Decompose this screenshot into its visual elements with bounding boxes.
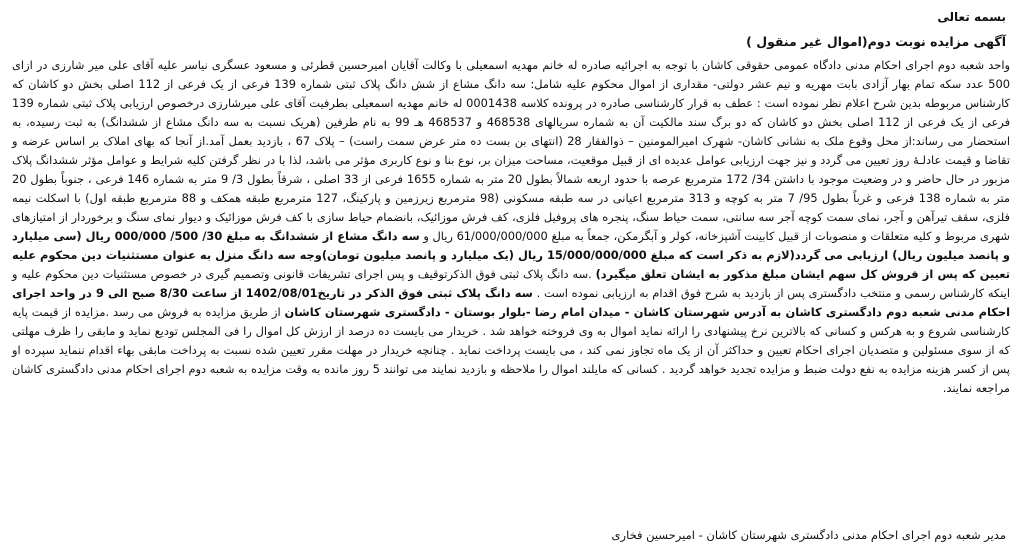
basmala-heading: بسمه تعالی: [937, 10, 1006, 24]
body-bold-auction-date: سه دانگ پلاک ثبتی فوق الذکر در تاریخ1402/08/01 از ساعت 8/30 صبح الی 9 در واحد اجرای احکام مدنی شعبه دوم دادگستری کاشان به آدرس شهرستان کاشان - میدان امام رضا -بلوار بوستان - دادگستری شهرستان کاشان: [12, 286, 1010, 319]
body-paragraph-1: واحد شعبه دوم اجرای احکام مدنی دادگاه عمومی حقوقی کاشان با توجه به اجرائیه صادره له خانم مهدیه اسمعیلی با وکالت آقایان امیرحسین قطرئی و مسعود عسگری نیاسر علیه آقای علی میر شارزی در ازای 500 عدد سکه تمام بهار آزادی بابت مهریه و نیم عشر دولتی- مقداری از اموال محکوم علیه شامل: سه دانگ مشاع از شش دانگ پلاک ثبتی شماره 139 فرعی از یک فرعی از 112 اصلی بخش دو کاشان که کارشناس مربوطه بدین شرح اعلام نظر نموده است : عطف به قرار کارشناسی صادره در پرونده کلاسه 0001438 له خانم مهدیه اسمعیلی بطرفیت آقای علی میرشارزی درخصوص ارزیابی پلاک ثبتی شماره 139 فرعی از یک فرعی از 112 اصلی بخش دو کاشان که دو برگ سند مالکیت آن به شماره سریالهای 468538 و 468537 هـ 99 به نام طرفین (هریک نسبت به سه دانگ مشاع از ششدانگ) به ثبت رسیده، به استحضار می رساند:از محل وقوع ملک به نشانی کاشان- شهرک امیرالمومنین – ذوالفقار 28 (انتهای بن بست ده متر عرض سمت راست) – پلاک 67 ، بازدید بعمل آمد.از آنجا که بهای املاک بر اساس عرضه و تقاضا و قیمت عادلـهٔ روز تعیین می گردد و نیز جهت ارزیابی عوامل عدیده ای از قبیل موقعیت، مساحت میزان بر، نوع بنا و نوع کاربری مؤثر می باشد، لذا با در نظر گرفتن کلیه شرایط و عوامل مؤثر ششدانگ پلاک مزبور در حال حاضر و در وضعیت موجود با داشتن 34/ 172 مترمربع عرصه با حدود اربعه شمالاً بطول 20 متر به شماره 1655 فرعی از 33 اصلی ، شرقاً بطول 3/ 9 متر به شماره 146 فرعی ، جنوباً بطول 20 متر به شماره 138 فرعی و غرباً بطول 95/ 7 متر به کوچه و 313 مترمربع اعیانی در سه طبقه مسکونی (98 مترمربع زیرزمین و پارکینگ، 127 مترمربع طبقه همکف و 88 مترمربع طبقه اول) با اسکلت نیمه فلزی، سقف تیرآهن و آجر، نمای سمت کوچه آجر سه سانتی، سمت حیاط سنگ، پنجره های پروفیل فلزی، کف فرش موزائیک، بانضمام حیاط سازی با کف فرش موزائیک و دیوار نمای سنگ و برخوردار از امتیازهای شهری مربوط و کلیه متعلقات و منصوبات از قبیل کابینت آشپزخانه، کولر و آبگرمکن، جمعاً به مبلغ 61/000/000/000 ریال و: [12, 58, 1011, 243]
notice-body: [12, 56, 1010, 398]
body-bold-valuation: سه دانگ مشاع از ششدانگ به مبلغ 30/ 500/ 000/000 ریال (سی میلیارد و پانصد میلیون ریال) ارزیابی می گردد(لازم به ذکر است که مبلغ 15/000/000/000 ریال (یک میلیارد و پانصد میلیون تومان)وجه سه دانگ منزل به عنوان مستثنیات دین محکوم علیه تعیین که پس از فروش کل سهم ایشان مبلغ مذکور به ایشان تعلق میگیرد): [12, 229, 1011, 281]
notice-title: آگهی مزایده نوبت دوم(اموال غیر منقول ): [746, 34, 1006, 49]
body-paragraph-3: از طریق مزایده به فروش می رسد .مزایده از قیمت پایه کارشناسی شروع و به هرکس و کسانی که بالاترین نرخ پیشنهادی را ارائه نماید اموال به وی فروخته خواهد شد . خریدار می بایست ده درصد از ارزش کل اموال را فی المجلس تودیع نماید و مابقی را ظرف مهلتی که از سوی مسئولین و متصدیان اجرای احکام تعیین و حداکثر آن از یک ماه تجاوز نمی کند ، می بایست پرداخت نماید . چنانچه خریدار در مهلت مقرر تعیین شده نسبت به پرداخت مابقی بهاء اقدام ننماید سپرده او پس از کسر هزینه مزایده به نفع دولت ضبط و مزایده تجدید خواهد گردید . کسانی که مایلند اموال را ملاحظه و بازدید نمایند می توانند 5 روز مانده به وقت مزایده به شعبه دوم اجرای احکام مدنی دادگستری کاشان مراجعه نمایند.: [12, 305, 1010, 395]
signature-line: مدیر شعبه دوم اجرای احکام مدنی دادگستری شهرستان کاشان - امیرحسین فخاری: [611, 528, 1006, 542]
body-paragraph-2: .سه دانگ پلاک ثبتی فوق الذکرتوقیف و پس اجرای تشریفات قانونی وتصمیم گیری در خصوص مستثنیات دین محکوم علیه و اینکه کارشناس رسمی و منتخب دادگستری پس از بازدید به شرح فوق اقدام به ارزیابی نموده است .: [12, 267, 1010, 300]
